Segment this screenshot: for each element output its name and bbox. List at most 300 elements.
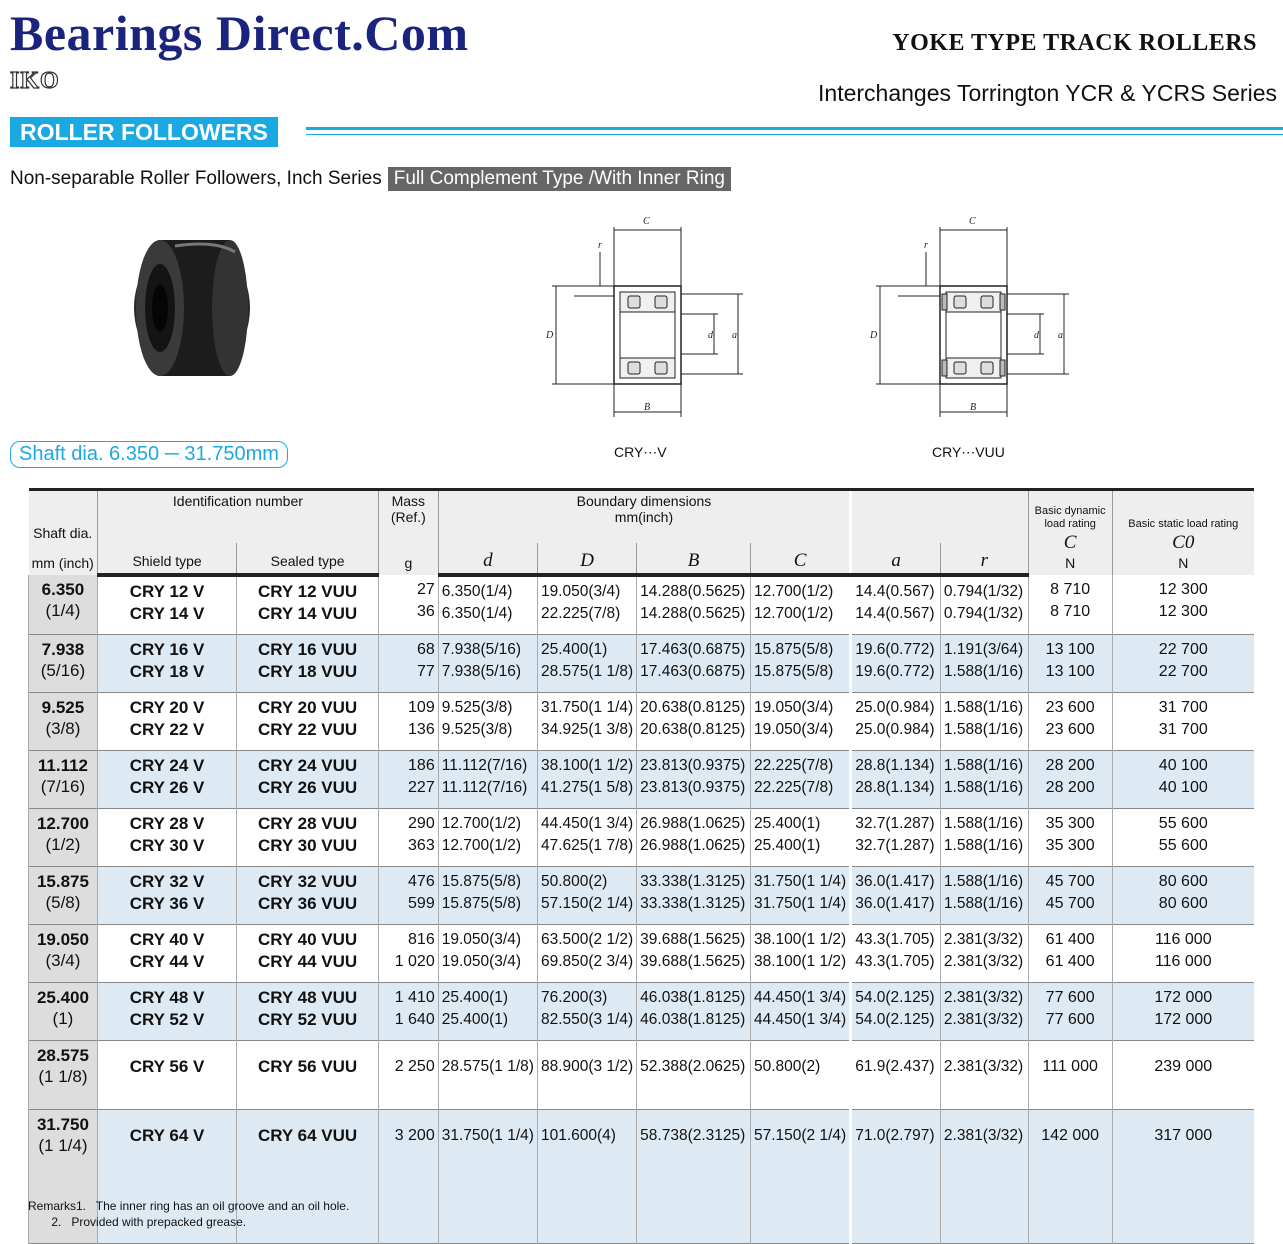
mass-value: 599 bbox=[408, 895, 435, 912]
cell-r bbox=[940, 983, 1028, 1041]
b-value: 17.463(0.6875) bbox=[640, 663, 746, 680]
shield-value: CRY 64 V bbox=[129, 1126, 205, 1145]
shaft-mm: 25.400 bbox=[36, 988, 89, 1007]
cell-a bbox=[851, 867, 941, 925]
mass-value: 77 bbox=[416, 663, 435, 680]
b-value: 52.388(2.0625) bbox=[640, 1058, 746, 1075]
page-title: YOKE TYPE TRACK ROLLERS bbox=[892, 30, 1257, 56]
cell-b bbox=[637, 1110, 751, 1244]
a-value: 19.6(0.772) bbox=[855, 663, 935, 680]
cell-shield bbox=[97, 983, 236, 1041]
shaft-inch: (1/2) bbox=[45, 835, 81, 854]
a-value: 25.0(0.984) bbox=[855, 721, 935, 738]
d-value: 25.400(1) bbox=[441, 989, 509, 1006]
cell-d bbox=[537, 693, 636, 751]
cell-stat bbox=[1112, 1110, 1254, 1244]
dyn-value: 13 100 bbox=[1045, 663, 1095, 680]
header-boundary-unit: mm(inch) bbox=[614, 509, 674, 525]
d-value: 31.750(1 1/4) bbox=[540, 699, 634, 716]
shaft-inch: (1/4) bbox=[45, 601, 81, 620]
sealed-value: CRY 40 VUU bbox=[258, 930, 358, 949]
dim-label-c: C bbox=[643, 216, 650, 227]
cell-mass bbox=[378, 809, 438, 867]
cell-stat bbox=[1112, 867, 1254, 925]
cell-a bbox=[851, 1110, 941, 1244]
cell-a bbox=[851, 575, 941, 635]
d-value: 25.400(1) bbox=[441, 1011, 509, 1028]
section-rule bbox=[306, 127, 1283, 130]
cell-sealed bbox=[237, 693, 379, 751]
sealed-value: CRY 16 VUU bbox=[258, 640, 358, 659]
c-value: 12.700(1/2) bbox=[753, 605, 834, 622]
stat-value: 22 700 bbox=[1158, 663, 1208, 680]
stat-value: 40 100 bbox=[1158, 779, 1208, 796]
cell-d bbox=[537, 1110, 636, 1244]
mass-value: 136 bbox=[408, 721, 435, 738]
shaft-mm: 15.875 bbox=[36, 872, 89, 891]
shield-value: CRY 16 V bbox=[129, 640, 205, 659]
cell-mass bbox=[378, 1110, 438, 1244]
mass-value: 3 200 bbox=[394, 1127, 435, 1144]
d-value: 15.875(5/8) bbox=[441, 895, 522, 912]
cell-d bbox=[438, 983, 537, 1041]
cell-mass bbox=[378, 693, 438, 751]
shield-value: CRY 12 V bbox=[129, 582, 205, 601]
c-value: 38.100(1 1/2) bbox=[753, 931, 847, 948]
stat-value: 12 300 bbox=[1158, 581, 1208, 598]
a-value: 43.3(1.705) bbox=[855, 931, 935, 948]
dyn-value: 77 600 bbox=[1045, 1011, 1095, 1028]
cell-sealed bbox=[237, 635, 379, 693]
spec-table-body bbox=[29, 575, 1255, 1244]
header-static-label: Basic static load rating bbox=[1128, 518, 1239, 530]
b-value: 23.813(0.9375) bbox=[640, 779, 746, 796]
r-value: 1.588(1/16) bbox=[943, 663, 1024, 680]
cell-b bbox=[637, 635, 751, 693]
c-value: 38.100(1 1/2) bbox=[753, 953, 847, 970]
maker-logo: IKO bbox=[10, 68, 60, 94]
shaft-inch: (3/8) bbox=[45, 719, 81, 738]
stat-value: 317 000 bbox=[1154, 1127, 1213, 1144]
section-rule-thin bbox=[306, 134, 1283, 135]
r-value: 1.588(1/16) bbox=[943, 721, 1024, 738]
cell-d bbox=[537, 575, 636, 635]
b-value: 33.338(1.3125) bbox=[640, 873, 746, 890]
cell-sealed bbox=[237, 983, 379, 1041]
sealed-value: CRY 48 VUU bbox=[258, 988, 358, 1007]
cell-shield bbox=[97, 1041, 236, 1110]
mass-value: 27 bbox=[416, 581, 435, 598]
cell-shield bbox=[97, 809, 236, 867]
cell-stat bbox=[1112, 983, 1254, 1041]
cell-dyn bbox=[1028, 1110, 1112, 1244]
cell-shield bbox=[97, 751, 236, 809]
cell-a bbox=[851, 983, 941, 1041]
shaft-mm: 6.350 bbox=[41, 580, 85, 599]
d-value: 28.575(1 1/8) bbox=[441, 1058, 534, 1075]
a-value: 14.4(0.567) bbox=[855, 583, 935, 600]
r-value: 0.794(1/32) bbox=[943, 583, 1024, 600]
remarks bbox=[28, 1198, 349, 1230]
cell-r bbox=[940, 925, 1028, 983]
shaft-inch: (1) bbox=[52, 1009, 74, 1028]
stat-value: 80 600 bbox=[1158, 873, 1208, 890]
mass-value: 1 020 bbox=[394, 953, 435, 970]
c-value: 22.225(7/8) bbox=[753, 757, 834, 774]
sealed-value: CRY 26 VUU bbox=[258, 778, 358, 797]
shaft-inch: (1 1/4) bbox=[38, 1136, 88, 1155]
shaft-inch: (5/16) bbox=[40, 661, 86, 680]
c-value: 25.400(1) bbox=[753, 815, 821, 832]
cell-shaft bbox=[29, 983, 98, 1041]
r-value: 1.588(1/16) bbox=[943, 779, 1024, 796]
shield-value: CRY 32 V bbox=[129, 872, 205, 891]
sealed-value: CRY 30 VUU bbox=[258, 836, 358, 855]
mass-value: 186 bbox=[408, 757, 435, 774]
shaft-mm: 31.750 bbox=[36, 1115, 89, 1134]
sealed-value: CRY 20 VUU bbox=[258, 698, 358, 717]
remark-2: 2. Provided with prepacked grease. bbox=[28, 1215, 247, 1229]
d-value: 63.500(2 1/2) bbox=[540, 931, 634, 948]
table-row bbox=[29, 1041, 1255, 1110]
c-value: 44.450(1 3/4) bbox=[753, 1011, 847, 1028]
dyn-value: 111 000 bbox=[1042, 1058, 1098, 1075]
cell-d bbox=[537, 751, 636, 809]
a-value: 61.9(2.437) bbox=[855, 1058, 935, 1075]
b-value: 26.988(1.0625) bbox=[640, 815, 746, 832]
header-sealed: Sealed type bbox=[237, 543, 379, 575]
cell-dyn bbox=[1028, 867, 1112, 925]
sealed-value: CRY 12 VUU bbox=[258, 582, 358, 601]
c-value: 31.750(1 1/4) bbox=[753, 895, 847, 912]
header-d: d bbox=[438, 543, 537, 575]
b-value: 39.688(1.5625) bbox=[640, 953, 746, 970]
table-row bbox=[29, 575, 1255, 635]
mass-value: 227 bbox=[408, 779, 435, 796]
cell-d bbox=[438, 693, 537, 751]
cell-r bbox=[940, 635, 1028, 693]
dyn-value: 28 200 bbox=[1045, 779, 1095, 796]
cell-b bbox=[637, 751, 751, 809]
a-value: 36.0(1.417) bbox=[855, 873, 935, 890]
cell-c bbox=[750, 809, 850, 867]
r-value: 2.381(3/32) bbox=[943, 1011, 1024, 1028]
stat-value: 172 000 bbox=[1154, 989, 1213, 1006]
shaft-inch: (7/16) bbox=[40, 777, 86, 796]
a-value: 32.7(1.287) bbox=[855, 837, 935, 854]
d-value: 38.100(1 1/2) bbox=[540, 757, 634, 774]
b-value: 17.463(0.6875) bbox=[640, 641, 746, 658]
table-row bbox=[29, 867, 1255, 925]
sealed-value: CRY 32 VUU bbox=[258, 872, 358, 891]
cell-d bbox=[537, 635, 636, 693]
cell-shaft bbox=[29, 575, 98, 635]
cell-stat bbox=[1112, 1041, 1254, 1110]
d-value: 22.225(7/8) bbox=[540, 605, 621, 622]
cell-shaft bbox=[29, 693, 98, 751]
b-value: 14.288(0.5625) bbox=[640, 605, 746, 622]
cell-shield bbox=[97, 867, 236, 925]
a-value: 28.8(1.134) bbox=[855, 779, 935, 796]
cell-b bbox=[637, 867, 751, 925]
cell-shaft bbox=[29, 867, 98, 925]
d-value: 11.112(7/16) bbox=[441, 779, 528, 796]
cell-r bbox=[940, 867, 1028, 925]
dyn-value: 77 600 bbox=[1045, 989, 1095, 1006]
dyn-value: 23 600 bbox=[1045, 699, 1095, 716]
r-value: 1.588(1/16) bbox=[943, 815, 1024, 832]
stat-value: 40 100 bbox=[1158, 757, 1208, 774]
diagram-cry-vuu bbox=[862, 212, 1082, 427]
b-value: 46.038(1.8125) bbox=[640, 1011, 746, 1028]
stat-value: 12 300 bbox=[1158, 603, 1208, 620]
r-value: 2.381(3/32) bbox=[943, 989, 1024, 1006]
mass-value: 2 250 bbox=[394, 1058, 435, 1075]
r-value: 2.381(3/32) bbox=[943, 1058, 1024, 1075]
shield-value: CRY 56 V bbox=[129, 1057, 205, 1076]
d-value: 44.450(1 3/4) bbox=[540, 815, 634, 832]
header-B: B bbox=[637, 543, 751, 575]
c-value: 22.225(7/8) bbox=[753, 779, 834, 796]
b-value: 58.738(2.3125) bbox=[640, 1127, 746, 1144]
shaft-range-badge: Shaft dia. 6.350 ─ 31.750mm bbox=[10, 441, 288, 468]
dim-label-a: a bbox=[1058, 330, 1063, 341]
cell-mass bbox=[378, 635, 438, 693]
dyn-value: 61 400 bbox=[1045, 931, 1095, 948]
dim-label-b: B bbox=[970, 402, 977, 413]
stat-value: 55 600 bbox=[1158, 837, 1208, 854]
table-row bbox=[29, 809, 1255, 867]
cell-b bbox=[637, 809, 751, 867]
dim-label-a: a bbox=[732, 330, 737, 341]
stat-value: 55 600 bbox=[1158, 815, 1208, 832]
cell-d bbox=[537, 925, 636, 983]
cell-shaft bbox=[29, 751, 98, 809]
d-value: 15.875(5/8) bbox=[441, 873, 522, 890]
cell-c bbox=[750, 751, 850, 809]
series-description bbox=[10, 167, 731, 191]
a-value: 19.6(0.772) bbox=[855, 641, 935, 658]
dim-label-b: B bbox=[644, 402, 651, 413]
d-value: 101.600(4) bbox=[540, 1127, 616, 1144]
cell-b bbox=[637, 925, 751, 983]
stat-value: 31 700 bbox=[1158, 699, 1208, 716]
r-value: 1.588(1/16) bbox=[943, 699, 1024, 716]
header-shaft-unit: mm (inch) bbox=[31, 555, 94, 571]
stat-value: 22 700 bbox=[1158, 641, 1208, 658]
cell-d bbox=[438, 1041, 537, 1110]
table-row bbox=[29, 925, 1255, 983]
header-shield: Shield type bbox=[97, 543, 236, 575]
d-value: 31.750(1 1/4) bbox=[441, 1127, 534, 1144]
cell-c bbox=[750, 983, 850, 1041]
stat-value: 172 000 bbox=[1154, 1011, 1213, 1028]
a-value: 25.0(0.984) bbox=[855, 699, 935, 716]
b-value: 46.038(1.8125) bbox=[640, 989, 746, 1006]
d-value: 41.275(1 5/8) bbox=[540, 779, 634, 796]
description-text: Non-separable Roller Followers, Inch Series bbox=[10, 168, 382, 189]
remark-1: Remarks1. The inner ring has an oil groove and an oil hole. bbox=[28, 1199, 350, 1213]
cell-sealed bbox=[237, 809, 379, 867]
d-value: 19.050(3/4) bbox=[441, 953, 522, 970]
mass-value: 68 bbox=[416, 641, 435, 658]
d-value: 76.200(3) bbox=[540, 989, 608, 1006]
sealed-value: CRY 28 VUU bbox=[258, 814, 358, 833]
cell-shield bbox=[97, 925, 236, 983]
shaft-mm: 28.575 bbox=[36, 1046, 89, 1065]
a-value: 54.0(2.125) bbox=[855, 989, 935, 1006]
cell-d bbox=[537, 1041, 636, 1110]
cell-shield bbox=[97, 635, 236, 693]
d-value: 19.050(3/4) bbox=[441, 931, 522, 948]
sealed-value: CRY 52 VUU bbox=[258, 1010, 358, 1029]
dyn-value: 45 700 bbox=[1045, 873, 1095, 890]
d-value: 19.050(3/4) bbox=[540, 583, 621, 600]
cell-b bbox=[637, 693, 751, 751]
c-value: 15.875(5/8) bbox=[753, 663, 834, 680]
cell-stat bbox=[1112, 635, 1254, 693]
b-value: 14.288(0.5625) bbox=[640, 583, 746, 600]
dyn-value: 8 710 bbox=[1050, 581, 1091, 598]
header-ident: Identification number bbox=[97, 490, 378, 543]
shaft-mm: 19.050 bbox=[36, 930, 89, 949]
header-shaft bbox=[29, 490, 98, 576]
dim-label-r: r bbox=[924, 240, 928, 251]
shaft-inch: (5/8) bbox=[45, 893, 81, 912]
c-value: 31.750(1 1/4) bbox=[753, 873, 847, 890]
a-value: 28.8(1.134) bbox=[855, 757, 935, 774]
d-value: 12.700(1/2) bbox=[441, 815, 522, 832]
r-value: 0.794(1/32) bbox=[943, 605, 1024, 622]
header-static-symbol: C0 bbox=[1172, 532, 1195, 553]
cell-b bbox=[637, 983, 751, 1041]
diagram-cry-v bbox=[538, 212, 758, 427]
stat-value: 116 000 bbox=[1154, 953, 1212, 970]
brand-logo: Bearings Direct.Com bbox=[10, 5, 469, 61]
d-value: 7.938(5/16) bbox=[441, 641, 522, 658]
cell-stat bbox=[1112, 693, 1254, 751]
cell-dyn bbox=[1028, 809, 1112, 867]
b-value: 39.688(1.5625) bbox=[640, 931, 746, 948]
dim-label-r: r bbox=[598, 240, 602, 251]
cell-a bbox=[851, 635, 941, 693]
cell-mass bbox=[378, 983, 438, 1041]
page-subtitle: Interchanges Torrington YCR & YCRS Series bbox=[818, 80, 1277, 106]
cell-dyn bbox=[1028, 1041, 1112, 1110]
cell-b bbox=[637, 1041, 751, 1110]
cell-stat bbox=[1112, 575, 1254, 635]
mass-value: 290 bbox=[408, 815, 435, 832]
cell-b bbox=[637, 575, 751, 635]
spec-table bbox=[28, 488, 1254, 1244]
d-value: 9.525(3/8) bbox=[441, 721, 513, 738]
header-mass-label: Mass (Ref.) bbox=[390, 493, 426, 525]
shaft-mm: 11.112 bbox=[37, 756, 88, 775]
sealed-value: CRY 44 VUU bbox=[258, 952, 358, 971]
mass-value: 36 bbox=[416, 603, 435, 620]
dyn-value: 35 300 bbox=[1045, 837, 1095, 854]
d-value: 28.575(1 1/8) bbox=[540, 663, 634, 680]
shield-value: CRY 20 V bbox=[129, 698, 205, 717]
cell-a bbox=[851, 693, 941, 751]
mass-value: 816 bbox=[408, 931, 435, 948]
c-value: 19.050(3/4) bbox=[753, 721, 834, 738]
dim-label-d-inner: d bbox=[708, 330, 713, 341]
cell-shaft bbox=[29, 1041, 98, 1110]
d-value: 88.900(3 1/2) bbox=[540, 1058, 634, 1075]
header-mass-unit: g bbox=[404, 555, 413, 571]
cell-d bbox=[438, 751, 537, 809]
shield-value: CRY 30 V bbox=[129, 836, 205, 855]
cell-a bbox=[851, 925, 941, 983]
shield-value: CRY 26 V bbox=[129, 778, 205, 797]
shield-value: CRY 44 V bbox=[129, 952, 205, 971]
dim-label-d-inner: d bbox=[1034, 330, 1039, 341]
cell-r bbox=[940, 575, 1028, 635]
cell-c bbox=[750, 925, 850, 983]
shaft-mm: 12.700 bbox=[36, 814, 89, 833]
dyn-value: 35 300 bbox=[1045, 815, 1095, 832]
bearing-photo bbox=[120, 232, 260, 382]
shield-value: CRY 14 V bbox=[129, 604, 205, 623]
cell-d bbox=[438, 809, 537, 867]
cell-c bbox=[750, 693, 850, 751]
r-value: 1.588(1/16) bbox=[943, 837, 1024, 854]
cell-r bbox=[940, 1110, 1028, 1244]
header-blank bbox=[851, 490, 1029, 543]
b-value: 20.638(0.8125) bbox=[640, 699, 746, 716]
cell-sealed bbox=[237, 751, 379, 809]
cell-d bbox=[438, 1110, 537, 1244]
d-value: 82.550(3 1/4) bbox=[540, 1011, 634, 1028]
cell-sealed bbox=[237, 575, 379, 635]
cell-mass bbox=[378, 751, 438, 809]
d-value: 69.850(2 3/4) bbox=[540, 953, 634, 970]
shaft-mm: 7.938 bbox=[41, 640, 85, 659]
cell-d bbox=[537, 809, 636, 867]
shield-value: CRY 28 V bbox=[129, 814, 205, 833]
sealed-value: CRY 18 VUU bbox=[258, 662, 358, 681]
cell-a bbox=[851, 1041, 941, 1110]
d-value: 57.150(2 1/4) bbox=[540, 895, 634, 912]
r-value: 1.588(1/16) bbox=[943, 895, 1024, 912]
cell-dyn bbox=[1028, 925, 1112, 983]
r-value: 2.381(3/32) bbox=[943, 953, 1024, 970]
header-static bbox=[1112, 490, 1254, 576]
a-value: 54.0(2.125) bbox=[855, 1011, 935, 1028]
shield-value: CRY 36 V bbox=[129, 894, 205, 913]
mass-value: 109 bbox=[408, 699, 435, 716]
header-r: r bbox=[940, 543, 1028, 575]
shield-value: CRY 18 V bbox=[129, 662, 205, 681]
a-value: 36.0(1.417) bbox=[855, 895, 935, 912]
r-value: 2.381(3/32) bbox=[943, 1127, 1024, 1144]
cell-shaft bbox=[29, 925, 98, 983]
c-value: 19.050(3/4) bbox=[753, 699, 834, 716]
cell-stat bbox=[1112, 751, 1254, 809]
shield-value: CRY 40 V bbox=[129, 930, 205, 949]
cell-d bbox=[438, 925, 537, 983]
cell-d bbox=[438, 867, 537, 925]
stat-value: 239 000 bbox=[1154, 1058, 1213, 1075]
header-a: a bbox=[851, 543, 941, 575]
cell-d bbox=[537, 867, 636, 925]
sealed-value: CRY 14 VUU bbox=[258, 604, 358, 623]
shield-value: CRY 48 V bbox=[129, 988, 205, 1007]
header-D: D bbox=[537, 543, 636, 575]
sealed-value: CRY 64 VUU bbox=[258, 1126, 358, 1145]
r-value: 1.588(1/16) bbox=[943, 757, 1024, 774]
